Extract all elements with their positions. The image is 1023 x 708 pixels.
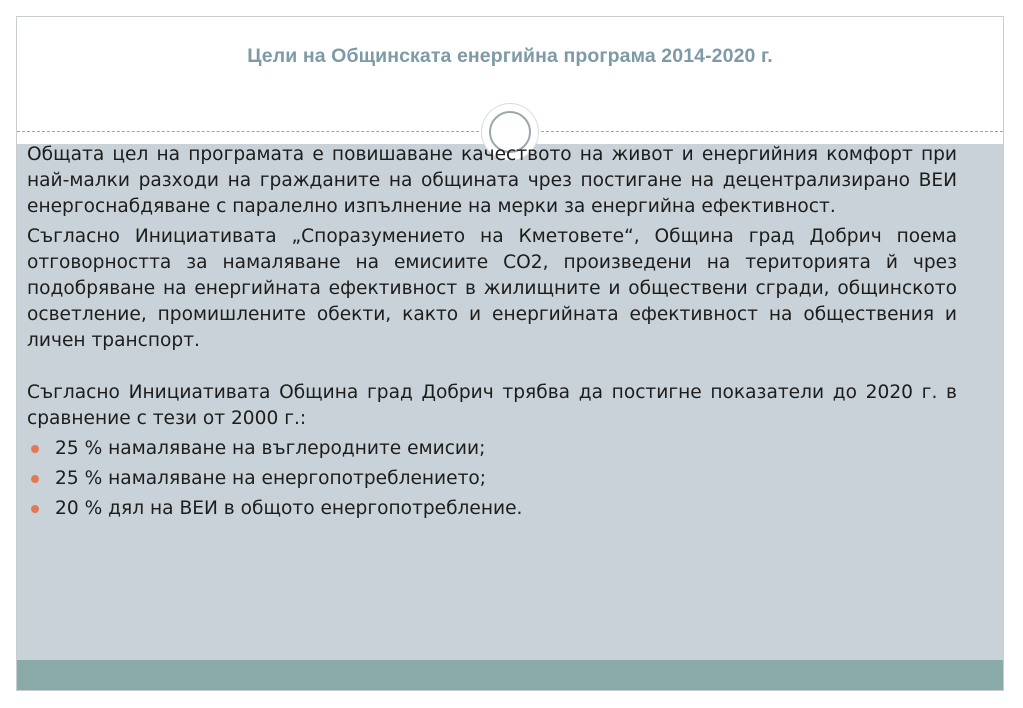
list-item [27, 466, 957, 492]
list-item-text: 25 % намаляване на въглеродните емисии; [55, 438, 486, 459]
bullet-dot-icon [31, 445, 39, 453]
footer-bar [17, 660, 1003, 691]
paragraph-targets: Съгласно Инициативата Община град Добрич трябва да постигне показатели до 2020 г. в сравнение с тези от 2000 г.: [27, 382, 957, 429]
list-item [27, 436, 957, 462]
paragraph-goal: Общата цел на програмата е повишаване качеството на живот и енергийния комфорт при най-малки разходи на гражданите на общината чрез постигане на децентрализирано ВЕИ енергоснабдяване с паралелно изпълнение на мерки за енергийна ефективност. [27, 144, 957, 217]
list-item-text: 25 % намаляване на енергопотреблението; [55, 468, 487, 489]
bullet-dot-icon [31, 505, 39, 513]
targets-list [27, 436, 957, 522]
list-item-text: 20 % дял на ВЕИ в общото енергопотребление. [55, 498, 523, 519]
slide-title: Цели на Общинската енергийна програма 2014-2020 г. [247, 45, 773, 67]
paragraph-initiative: Съгласно Инициативата „Споразумението на Кметовете“, Община град Добрич поема отговорността за намаляване на емисиите CO2, произведени на територията й чрез подобряване на енергийната ефективност в жилищните и обществени сгради, общинското осветление, промишлените обекти, както и енергийната ефективност на обществения и личен транспорт. [27, 226, 957, 351]
body-text [27, 142, 957, 526]
list-item [27, 496, 957, 522]
bullet-dot-icon [31, 475, 39, 483]
